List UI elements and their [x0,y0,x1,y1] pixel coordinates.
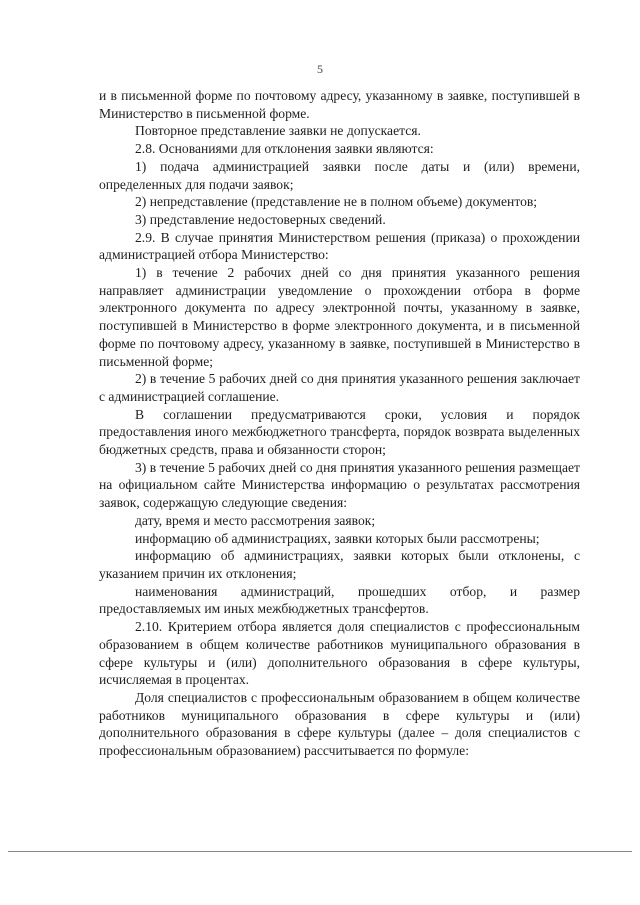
paragraph: 2) непредставление (представление не в полном объеме) документов; [135,194,538,210]
paragraph: 2) в течение 5 рабочих дней со дня принятия указанного решения заключает с администрацией соглашение. [99,371,580,404]
document-body [99,87,580,760]
paragraph: 2.9. В случае принятия Министерством решения (приказа) о прохождении администрацией отбора Министерство: [99,229,580,263]
page-number: 5 [317,62,323,76]
paragraph: Доля специалистов с профессиональным образованием в общем количестве работников муниципального образования в сфере культуры и (или) дополнительного образования в сфере культуры (далее – доля специалистов с профессиональным образованием) рассчитывается по формуле: [99,689,580,759]
paragraph: 2.10. Критерием отбора является доля специалистов с профессиональным образованием в общем количестве работников муниципального образования в сфере культуры и (или) дополнительного образования в сфере культуры, исчисляемая в процентах. [99,619,580,688]
paragraph: 1) в течение 2 рабочих дней со дня принятия указанного решения направляет администрации уведомление о прохождении отбора в форме электронного документа по адресу электронной почты, указанному в заявке, поступившей в Министерство в форме электронного документа, и в письменной форме по почтовому адресу, указанному в заявке, поступившей в Министерство в письменной форме; [99,265,580,369]
paragraph: Повторное представление заявки не допускается. [135,123,421,139]
paragraph: дату, время и место рассмотрения заявок; [135,512,376,528]
paragraph: 2.8. Основаниями для отклонения заявки являются: [135,141,434,157]
paragraph: информацию об администрациях, заявки которых были отклонены, с указанием причин их отклонения; [99,548,580,581]
page-bottom-rule [8,851,632,852]
paragraph: наименования администраций, прошедших отбор, и размер предоставляемых им иных межбюджетных трансфертов. [99,583,580,617]
paragraph: 3) представление недостоверных сведений. [135,211,386,227]
paragraph: 1) подача администрацией заявки после даты и (или) времени, определенных для подачи заявок; [99,158,580,192]
paragraph: и в письменной форме по почтовому адресу, указанному в заявке, поступившей в Министерство в письменной форме. [99,88,580,121]
paragraph: В соглашении предусматриваются сроки, условия и порядок предоставления иного межбюджетного трансферта, порядок возврата выделенных бюджетных средств, права и обязанности сторон; [99,406,580,458]
paragraph: информацию об администрациях, заявки которых были рассмотрены; [135,530,540,546]
paragraph: 3) в течение 5 рабочих дней со дня принятия указанного решения размещает на официальном сайте Министерства информацию о результатах рассмотрения заявок, содержащую следующие сведения: [99,459,580,511]
